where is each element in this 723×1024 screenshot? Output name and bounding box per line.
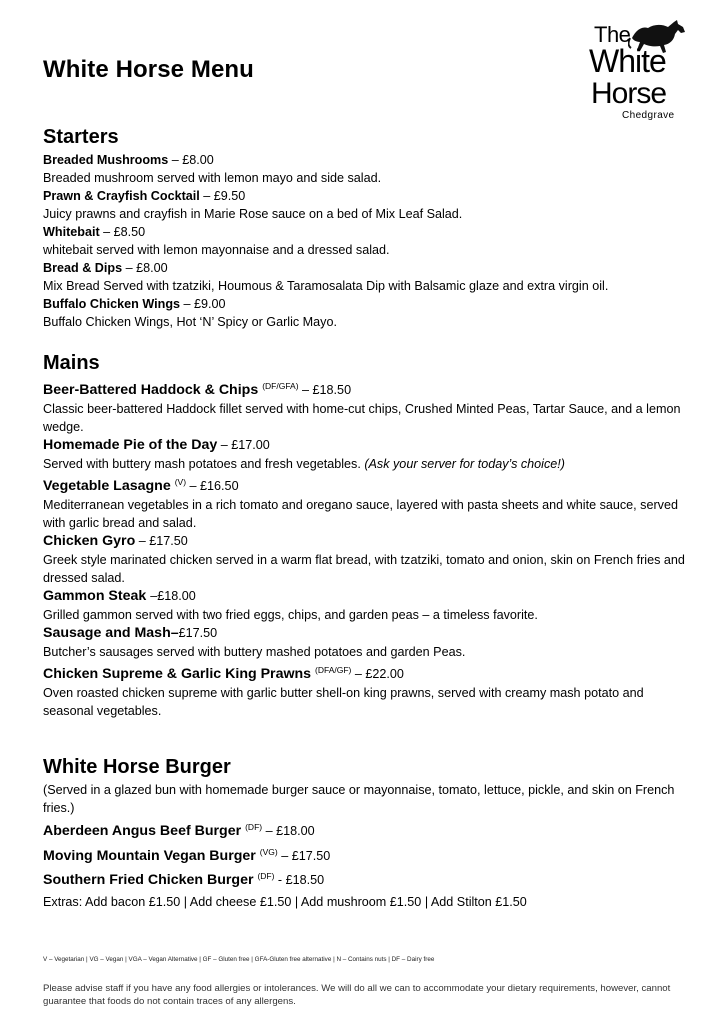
dietary-tag: (DF): [245, 822, 263, 832]
dietary-tag: (DFA/GF): [315, 665, 352, 675]
burger-intro: (Served in a glazed bun with homemade burger sauce or mayonnaise, tomato, lettuce, pickle, and skin on French fries.): [43, 783, 675, 815]
starter-item-description: Buffalo Chicken Wings, Hot ‘N’ Spicy or Garlic Mayo.: [43, 315, 337, 329]
page-title: White Horse Menu: [43, 56, 254, 83]
starter-item-description: Mix Bread Served with tzatziki, Houmous & Taramosalata Dip with Balsamic glaze and extra virgin oil.: [43, 279, 609, 293]
starter-item-name: Breaded Mushrooms – £8.00: [43, 153, 214, 167]
main-item-price: – £22.00: [351, 667, 404, 681]
starter-item-name: Buffalo Chicken Wings – £9.00: [43, 297, 226, 311]
starter-item-price: – £8.00: [122, 261, 168, 275]
dietary-legend: V – Vegetarian | VG – Vegan | VGA – Vegan Alternative | GF – Gluten free | GFA-Gluten free alternative | N – Contains nuts | DF – Dairy free: [43, 956, 435, 963]
burger-section: [43, 754, 693, 911]
main-item-name: Sausage and Mash–£17.50: [43, 625, 218, 641]
main-item-price: – £17.50: [135, 534, 188, 548]
starter-item-name: Whitebait – £8.50: [43, 225, 146, 239]
starters-heading: Starters: [43, 126, 119, 148]
burger-item-price: – £18.00: [262, 824, 315, 838]
main-item-name: Homemade Pie of the Day – £17.00: [43, 437, 270, 453]
logo-word-horse: Horse: [591, 77, 667, 110]
starter-item-price: – £9.00: [180, 297, 226, 311]
main-item-name: Gammon Steak –£18.00: [43, 588, 196, 604]
main-item-name: Chicken Supreme & Garlic King Prawns $^{(DFA/GF)}$ – £22.00: [43, 665, 404, 682]
dietary-tag: (DF/GFA): [262, 381, 299, 391]
main-item-price: – £18.50: [298, 383, 352, 397]
dietary-tag: (VG): [259, 846, 278, 857]
main-item-description: Butcher’s sausages served with buttery mashed potatoes and garden Peas.: [43, 645, 466, 659]
burger-item-price: - £18.50: [274, 873, 325, 887]
main-item-description: Classic beer-battered Haddock fillet served with home-cut chips, Crushed Minted Peas, Tartar Sauce, and a lemon wedge.: [43, 402, 681, 434]
main-item-description: Served with buttery mash potatoes and fresh vegetables. (Ask your server for today’s choice!): [43, 457, 565, 471]
main-item-note: (Ask your server for today’s choice!): [364, 457, 565, 471]
dietary-tag: (V): [174, 477, 187, 487]
main-item-description: Greek style marinated chicken served in a warm flat bread, with tzatziki, tomato and onion, skin on French fries and dressed salad.: [43, 553, 685, 585]
starter-item-price: – £9.50: [199, 189, 246, 203]
mains-section: [43, 350, 693, 720]
main-item-price: –£18.00: [150, 589, 196, 603]
burger-heading: White Horse Burger: [43, 756, 231, 778]
logo-word-the: The: [594, 22, 631, 47]
burger-extras: Extras: Add bacon £1.50 | Add cheese £1.50 | Add mushroom £1.50 | Add Stilton £1.50: [43, 894, 527, 909]
starter-item-description: Breaded mushroom served with lemon mayo and side salad.: [43, 171, 382, 185]
main-item-price: – £17.00: [217, 438, 270, 452]
logo-word-white: White: [589, 43, 666, 79]
starter-item-description: Juicy prawns and crayfish in Marie Rose sauce on a bed of Mix Leaf Salad.: [43, 207, 463, 221]
main-item-name: Chicken Gyro – £17.50: [43, 533, 188, 549]
main-item-price: £17.50: [178, 626, 218, 640]
main-item-description: Mediterranean vegetables in a rich tomato and oregano sauce, layered with pasta sheets and white sauce, served with garlic bread and salad.: [43, 498, 678, 530]
burger-item-name: Southern Fried Chicken Burger $^{(DF)}$ - £18.50: [43, 871, 325, 888]
burger-item-price: – £17.50: [277, 848, 331, 863]
main-item-description: Grilled gammon served with two fried eggs, chips, and garden peas – a timeless favorite.: [43, 608, 538, 622]
main-item-name: Vegetable Lasagne $^{(V)}$ – £16.50: [43, 477, 239, 494]
burger-item-name: Moving Mountain Vegan Burger $^{(VG)}$ – £17.50: [43, 846, 331, 864]
starter-item-name: Prawn & Crayfish Cocktail – £9.50: [43, 189, 246, 203]
main-item-price: – £16.50: [186, 479, 239, 493]
logo-word-location: Chedgrave: [622, 110, 675, 121]
allergy-disclaimer: Please advise staff if you have any food allergies or intolerances. We will do all we can to accommodate your dietary requirements, however, cannot guarantee that foods do not contain traces of any allergens.: [43, 983, 671, 1007]
starter-item-price: – £8.00: [168, 153, 214, 167]
mains-heading: Mains: [43, 352, 100, 374]
dietary-tag: (DF): [257, 871, 275, 881]
burger-item-name: Aberdeen Angus Beef Burger $^{(DF)}$ – £18.00: [43, 822, 315, 839]
starter-item-description: whitebait served with lemon mayonnaise and a dressed salad.: [43, 243, 390, 257]
starter-item-price: – £8.50: [99, 225, 146, 239]
logo: [586, 18, 690, 128]
starters-section: [43, 124, 693, 331]
main-item-description: Oven roasted chicken supreme with garlic butter shell-on king prawns, served with creamy mash potato and seasonal vegetables.: [43, 686, 644, 718]
starter-item-name: Bread & Dips – £8.00: [43, 261, 168, 275]
main-item-name: Beer-Battered Haddock & Chips $^{(DF/GFA)}$ – £18.50: [43, 381, 352, 398]
